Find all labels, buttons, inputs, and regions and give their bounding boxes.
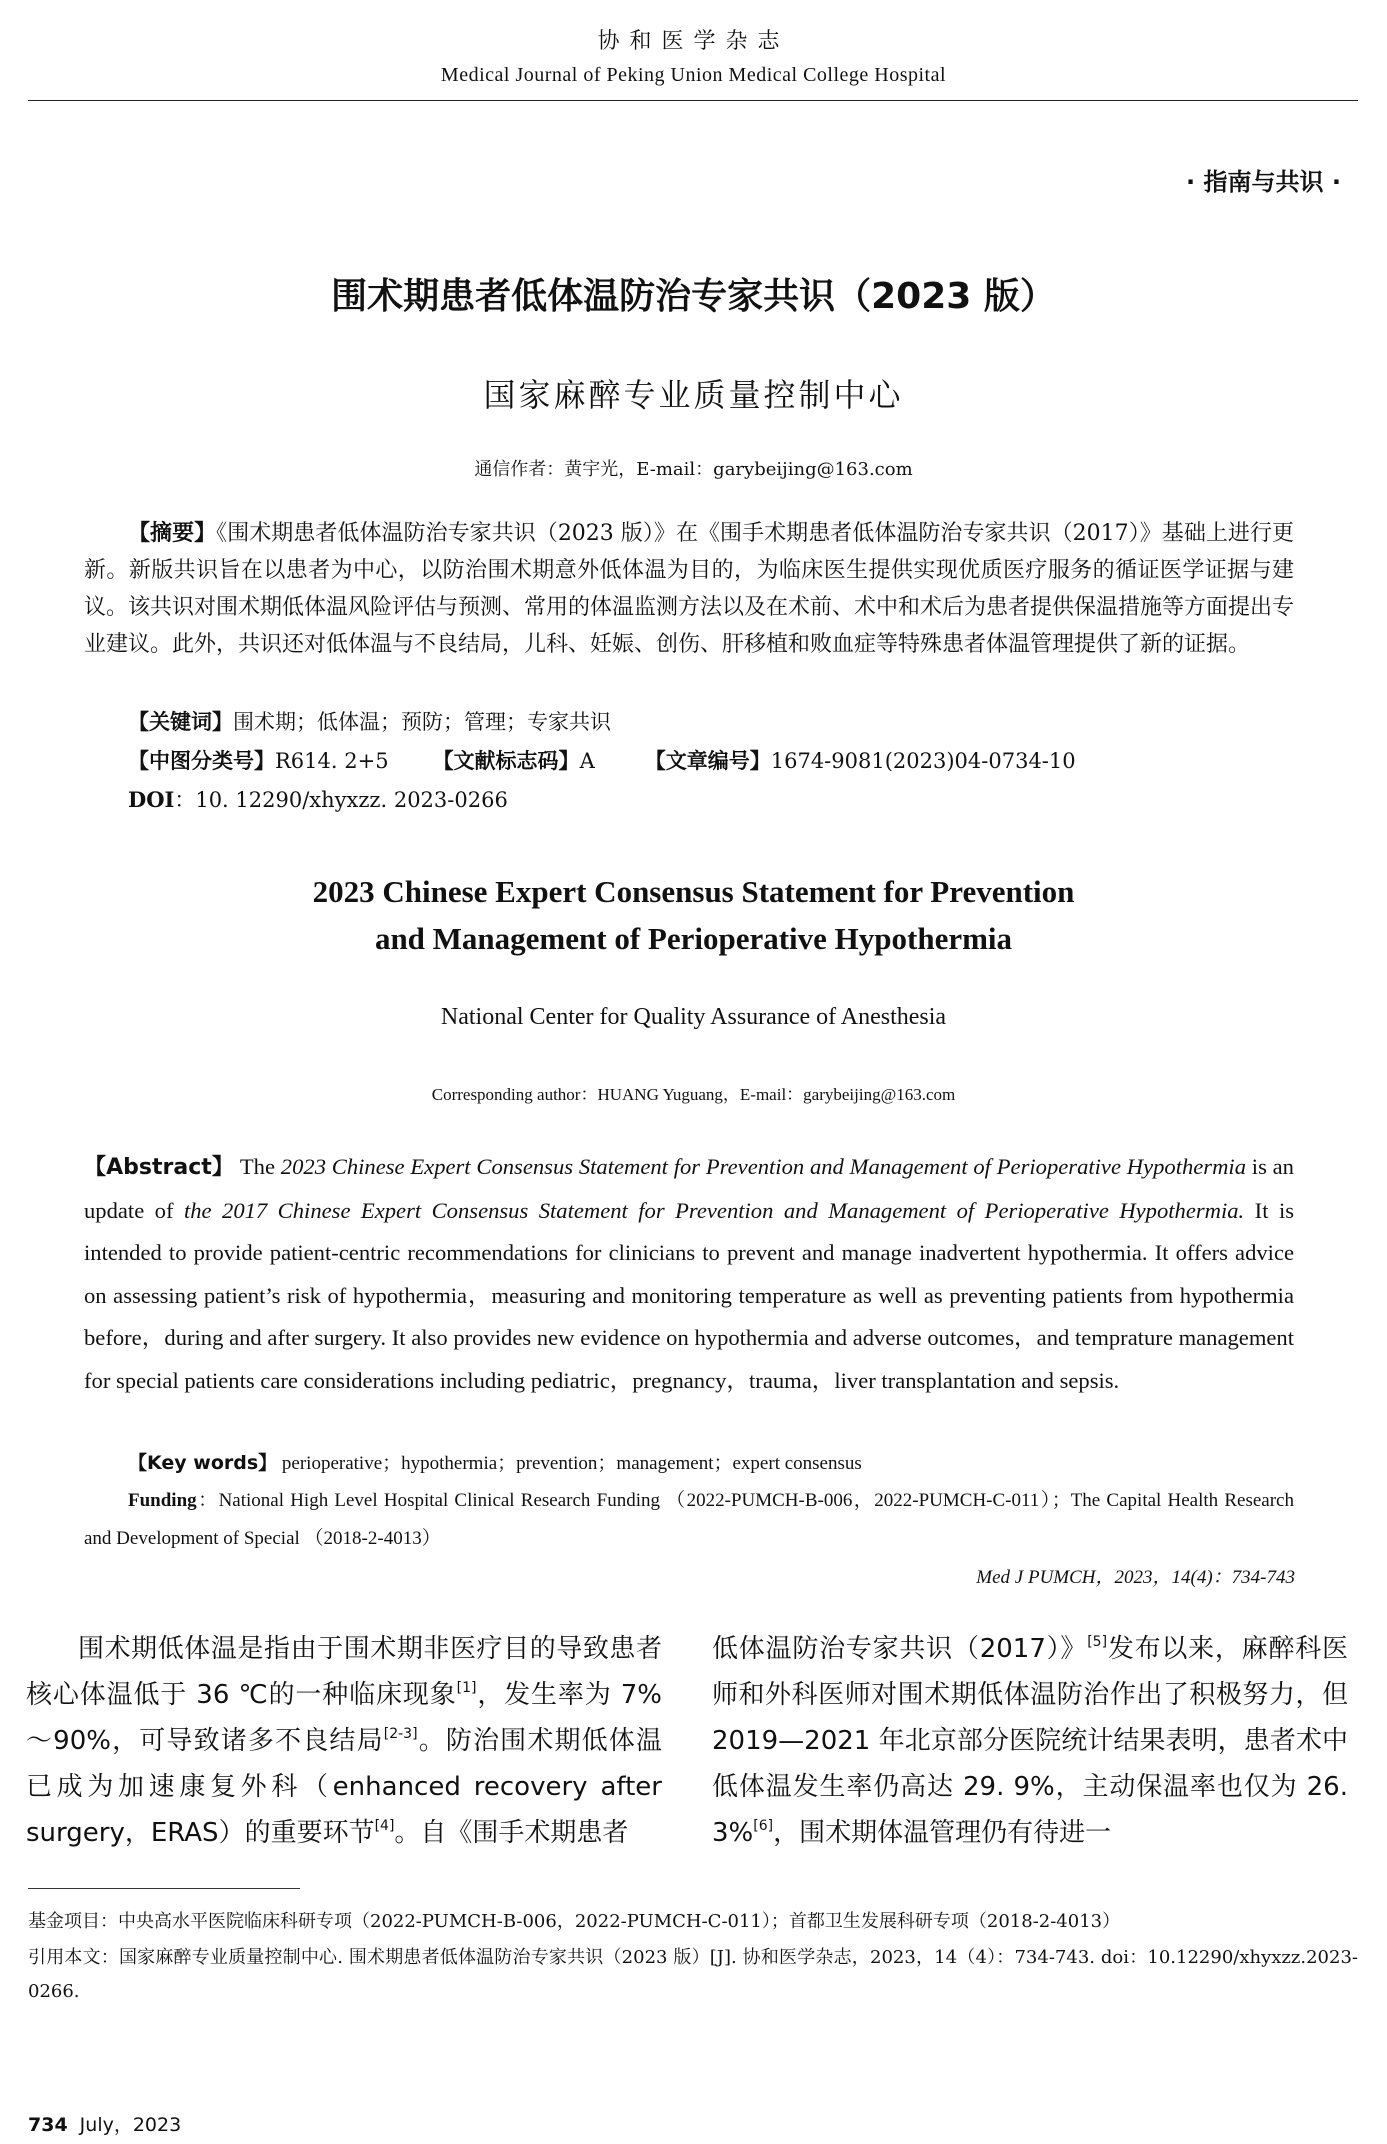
- body-text: ，围术期体温管理仍有待进一: [773, 1818, 1112, 1848]
- footnote-citation-cn: 引用本文：国家麻醉专业质量控制中心. 围术期患者低体温防治专家共识（2023 版）[J]. 协和医学杂志，2023，14（4）：734-743. doi：10.12290/xhyxzz.2023-0266.: [28, 1947, 1358, 2002]
- journal-name-en: Medical Journal of Peking Union Medical College Hospital: [440, 64, 947, 86]
- page-number: 734: [28, 2114, 68, 2136]
- body-column-1: [26, 1626, 662, 1856]
- keywords-cn: [128, 706, 611, 736]
- corresponding-author-cn: 通信作者：黄宇光，E-mail：garybeijing@163.com: [474, 459, 913, 480]
- page-footer: [28, 2110, 181, 2137]
- keywords-en: [128, 1448, 862, 1475]
- doc-code-label: 【文献标志码】: [432, 748, 580, 773]
- abstract-en-text-2: is an update of: [84, 1154, 1294, 1223]
- title-en-line-2: and Management of Perioperative Hypothermia: [374, 921, 1013, 956]
- issue-date: July，2023: [79, 2114, 182, 2136]
- abstract-en-italic-2: the 2017 Chinese Expert Consensus Statement for Prevention and Management of Perioperative Hypothermia.: [183, 1197, 1245, 1223]
- body-text: 发布以来，麻醉科医师和外科医师对围术期低体温防治作出了积极努力，但 2019—2021 年北京部分医院统计结果表明，患者术中低体温发生率仍高达 29. 9%，主动保温率也仅为 26. 3%: [712, 1634, 1348, 1848]
- doi-value: ：10. 12290/xhyxzz. 2023-0266: [174, 788, 508, 812]
- abstract-en-label: 【Abstract】: [84, 1155, 235, 1180]
- corresponding-author-en: Corresponding author：HUANG Yuguang，E-mail：garybeijing@163.com: [431, 1085, 956, 1104]
- classification-line: [128, 745, 1076, 775]
- article-id-value: 1674-9081(2023)04-0734-10: [770, 749, 1076, 773]
- abstract-cn: [84, 515, 1294, 663]
- doi-label: DOI: [128, 787, 175, 812]
- section-tag: · 指南与共识 ·: [1186, 168, 1341, 196]
- funding-en-label: Funding: [128, 1490, 197, 1511]
- abstract-en-text-1: The: [234, 1154, 281, 1179]
- body-column-2: [712, 1626, 1348, 1856]
- reference-4[interactable]: [4]: [374, 1818, 395, 1834]
- doi-line: [128, 784, 508, 814]
- article-title-cn: 围术期患者低体温防治专家共识（2023 版）: [331, 276, 1056, 317]
- header-divider: [28, 100, 1358, 101]
- body-text: 。自《围手术期患者: [394, 1818, 629, 1848]
- reference-1[interactable]: [1]: [456, 1680, 477, 1696]
- abstract-cn-label: 【摘要】: [128, 520, 217, 546]
- reference-2-3[interactable]: [2-3]: [383, 1726, 418, 1742]
- journal-name-cn: 协和医学杂志: [597, 29, 790, 54]
- keywords-cn-text: 围术期；低体温；预防；管理；专家共识: [233, 710, 611, 734]
- article-id-label: 【文章编号】: [644, 748, 771, 773]
- reference-5[interactable]: [5]: [1087, 1634, 1108, 1650]
- article-title-en: [0, 868, 1387, 962]
- doc-code-value: A: [579, 749, 595, 773]
- footnote-funding-cn: 基金项目：中央高水平医院临床科研专项（2022-PUMCH-B-006，2022-PUMCH-C-011）；首都卫生发展科研专项（2018-2-4013）: [28, 1911, 1121, 1932]
- abstract-en-italic-1: 2023 Chinese Expert Consensus Statement for Prevention and Management of Perioperative Hypothermia: [280, 1154, 1246, 1179]
- reference-6[interactable]: [6]: [753, 1818, 774, 1834]
- funding-en-text: ：National High Level Hospital Clinical Research Funding （2022-PUMCH-B-006，2022-PUMCH-C-011）；The Capital Health Research and Development of Special （2018-2-4013）: [84, 1490, 1294, 1549]
- author-en: National Center for Quality Assurance of Anesthesia: [440, 1004, 947, 1030]
- body-text: 低体温防治专家共识（2017）》: [712, 1634, 1088, 1664]
- clc-value: R614. 2+5: [275, 749, 389, 773]
- abstract-cn-text: 《围术期患者低体温防治专家共识（2023 版）》在《围手术期患者低体温防治专家共识（2017）》基础上进行更新。新版共识旨在以患者为中心，以防治围术期意外低体温为目的，为临床医生提供实现优质医疗服务的循证医学证据与建议。该共识对围术期低体温风险评估与预测、常用的体温监测方法以及在术前、术中和术后为患者提供保温措施等方面提出专业建议。此外，共识还对低体温与不良结局，儿科、妊娠、创伤、肝移植和败血症等特殊患者体温管理提供了新的证据。: [84, 521, 1295, 657]
- footnote-divider: [28, 1888, 300, 1889]
- keywords-en-text: perioperative；hypothermia；prevention；management；expert consensus: [277, 1453, 862, 1474]
- clc-label: 【中图分类号】: [128, 748, 275, 773]
- title-en-line-1: 2023 Chinese Expert Consensus Statement for Prevention: [312, 874, 1075, 909]
- body-text: 。防治围术期低体温已成为加速康复外科（enhanced recovery after surgery，ERAS）的重要环节: [26, 1726, 662, 1848]
- body-text: 围术期低体温是指由于围术期非医疗目的导致患者核心体温低于 36 ℃的一种临床现象: [26, 1634, 662, 1710]
- abstract-en-text-3: It is intended to provide patient-centric recommendations for clinicians to prevent and manage inadvertent hypothermia. It offers advice on assessing patient’s risk of hypothermia，measuring and monitoring temperature as well as preventing patients from hypothermia before，during and after surgery. It also provides new evidence on hypothermia and adverse outcomes，and temprature management for special patients care considerations including pediatric，pregnancy，trauma，liver transplantation and sepsis.: [84, 1197, 1295, 1393]
- funding-en: [84, 1482, 1294, 1558]
- body-text: ，发生率为 7%～90%，可导致诸多不良结局: [26, 1680, 662, 1756]
- keywords-en-label: 【Key words】: [128, 1452, 278, 1474]
- abstract-en: [84, 1146, 1294, 1402]
- author-cn: 国家麻醉专业质量控制中心: [483, 376, 904, 414]
- citation-en: Med J PUMCH，2023，14(4)：734-743: [976, 1567, 1295, 1588]
- keywords-cn-label: 【关键词】: [128, 709, 233, 734]
